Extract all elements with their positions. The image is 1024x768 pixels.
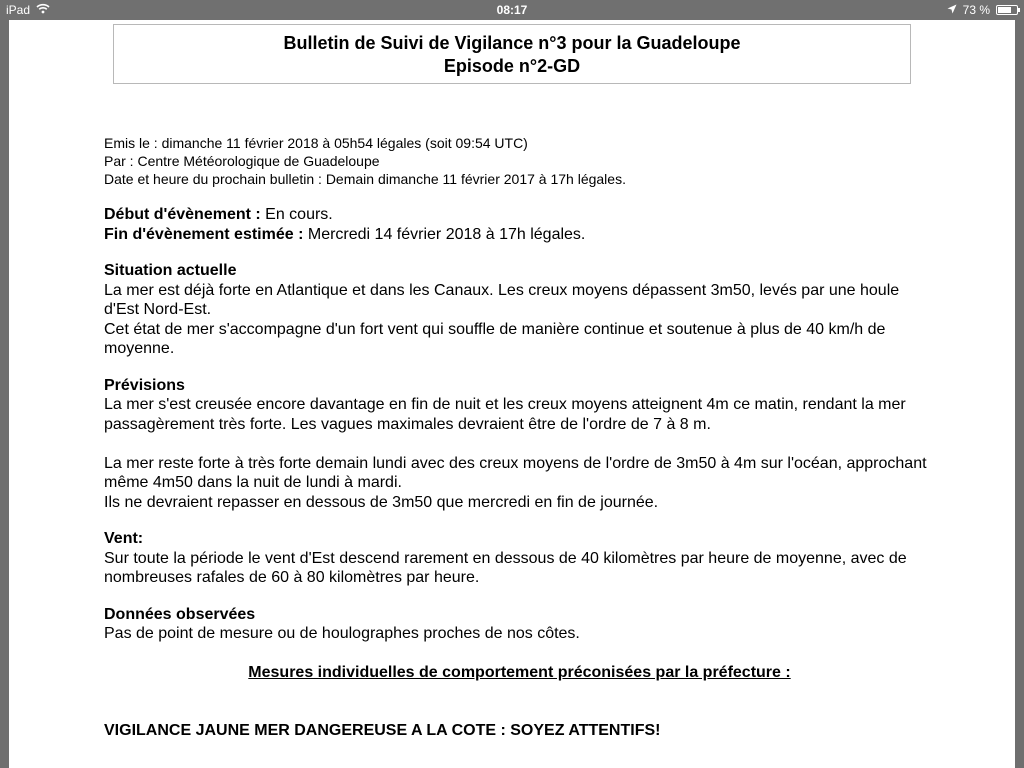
donnees-text: Pas de point de mesure ou de houlographes proches de nos côtes. [104,625,580,642]
next-bulletin: Date et heure du prochain bulletin : Demain dimanche 11 février 2017 à 17h légales. [104,171,626,187]
battery-icon [996,5,1018,15]
document-page[interactable] [9,20,1015,768]
bulletin-title: Bulletin de Suivi de Vigilance n°3 pour la Guadeloupe [283,33,741,53]
status-bar [0,0,1024,20]
event-start-value: En cours. [260,206,333,223]
bulletin-title-box [113,24,911,84]
situation-section [104,261,934,359]
previsions-text-1: La mer s'est creusée encore davantage en fin de nuit et les creux moyens atteignent 4m ce matin, rendant la mer passagèrement très forte. Les vagues maximales devraient être de l'ordre de 7 à 8 m. [104,396,906,433]
previsions-text-2: La mer reste forte à très forte demain lundi avec des creux moyens de l'ordre de 3m50 à 4m sur l'océan, approchant même 4m50 dans la nuit de lundi à mardi. [104,454,927,491]
situation-text-2: Cet état de mer s'accompagne d'un fort vent qui souffle de manière continue et soutenue à plus de 40 km/h de moyenne. [104,320,886,357]
donnees-heading: Données observées [104,605,256,623]
bulletin-meta [104,134,934,188]
situation-text-1: La mer est déjà forte en Atlantique et dans les Canaux. Les creux moyens dépassent 3m50, levés par une houle d'Est Nord-Est. [104,281,900,318]
event-end [104,225,934,245]
device-name: iPad [6,3,31,17]
vent-heading: Vent: [104,530,144,547]
previsions-section [104,376,934,513]
episode-title: Episode n°2-GD [443,56,581,76]
clock: 08:17 [496,3,528,17]
battery-percent: 73 % [962,3,990,17]
vigilance-notice: VIGILANCE JAUNE MER DANGEREUSE A LA COTE : SOYEZ ATTENTIFS! [104,722,661,739]
location-arrow-icon [947,3,957,17]
event-start [104,205,934,225]
situation-heading: Situation actuelle [104,262,237,279]
status-right [947,3,1018,17]
vent-text: Sur toute la période le vent d'Est descend rarement en dessous de 40 kilomètres par heure de moyenne, avec de nombreuses rafales de 60 à 80 kilomètres par heure. [104,549,907,586]
event-end-value: Mercredi 14 février 2018 à 17h légales. [303,225,586,243]
vent-section [104,529,934,588]
event-end-label: Fin d'évènement estimée : [104,225,304,243]
emission-date: Emis le : dimanche 11 février 2018 à 05h54 légales (soit 09:54 UTC) [104,135,528,151]
previsions-heading: Prévisions [104,376,185,394]
event-dates [104,205,934,244]
donnees-section [104,605,934,644]
event-start-label: Début d'évènement : [104,206,261,223]
mesures-heading: Mesures individuelles de comportement préconisées par la préfecture : [248,663,791,681]
previsions-text-3: Ils ne devraient repasser en dessous de 3m50 que mercredi en fin de journée. [104,493,659,511]
bulletin-content [104,134,934,741]
battery-level [998,7,1011,13]
issuer: Par : Centre Météorologique de Guadeloupe [104,153,380,169]
paragraph-gap [104,434,934,454]
